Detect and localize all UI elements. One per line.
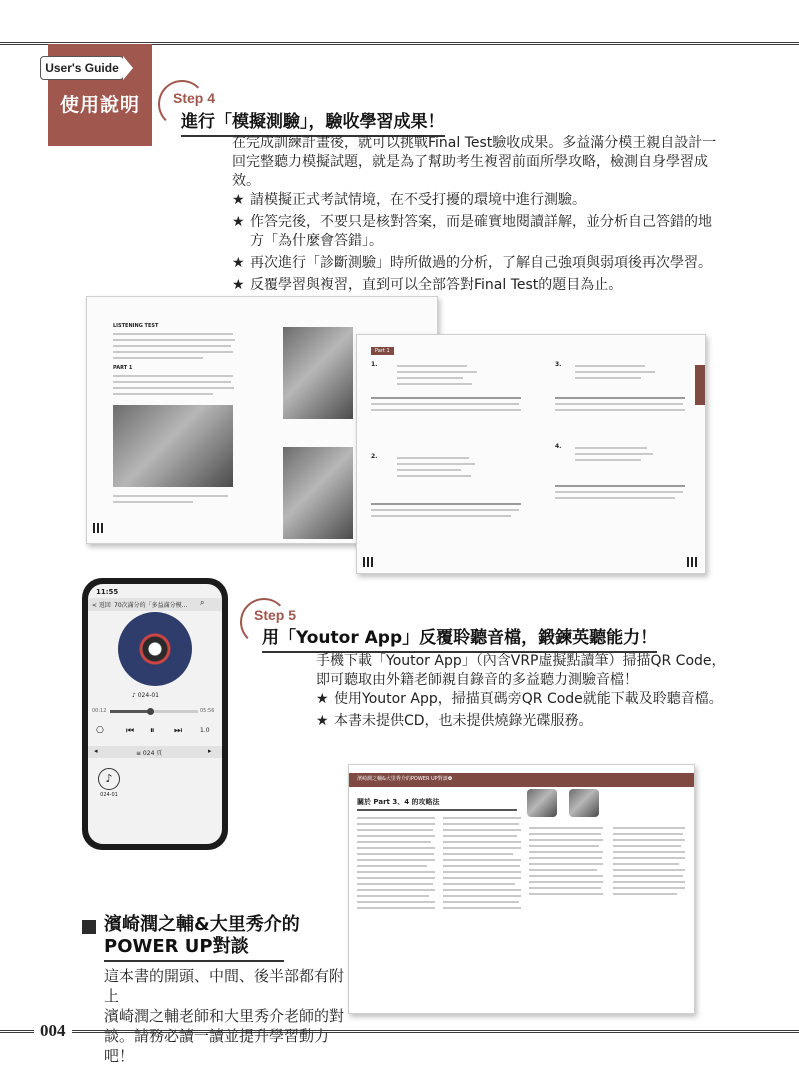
step4-bullet-list	[232, 191, 732, 295]
bottom-rule	[0, 1030, 799, 1033]
step4-label: Step 4	[173, 90, 216, 106]
step5-paragraph	[316, 652, 776, 690]
star-icon: ★	[232, 277, 245, 293]
item-number: 2.	[371, 453, 378, 460]
step5-bullet-list	[316, 690, 776, 731]
power-up-description	[104, 966, 354, 1066]
text-line: 回完整聽力模擬試題，就是為了幫助考生複習前面所學攻略，檢測自身學習成	[232, 154, 708, 170]
bullet-item	[232, 254, 732, 273]
power-up-dialog-spread	[348, 764, 695, 1014]
next-page-icon[interactable]: ▸	[208, 747, 212, 755]
spread-section-title: LISTENING TEST	[113, 323, 159, 329]
power-up-title-line: POWER UP對談	[104, 936, 249, 957]
step5-label: Step 5	[254, 607, 297, 623]
qr-code-icon	[687, 557, 697, 567]
status-time: 11:55	[96, 588, 119, 596]
previous-icon[interactable]: ⏮	[126, 726, 135, 736]
app-topbar	[88, 598, 222, 611]
repeat-icon[interactable]: ⎔	[96, 726, 104, 736]
prev-page-icon[interactable]: ◂	[94, 747, 98, 755]
progress-slider[interactable]	[110, 710, 198, 713]
section-label: 使用說明	[59, 94, 140, 116]
power-up-title	[104, 914, 300, 958]
bullet-text: 使用Youtor App，掃描頁碼旁QR Code就能下載及聆聽音檔。	[334, 691, 723, 707]
qr-code-icon	[93, 523, 103, 533]
text-line: 談。請務必讀一讀並提升學習動力吧！	[104, 1027, 330, 1065]
dialog-title: 關於 Part 3、4 的攻略法	[357, 798, 440, 806]
slider-thumb[interactable]	[147, 708, 154, 715]
power-up-title-underline	[104, 960, 284, 962]
pause-icon[interactable]: ⏸	[150, 726, 155, 736]
back-button[interactable]: < 返回	[92, 602, 111, 609]
users-guide-tab: User's Guide	[40, 56, 124, 80]
album-disc	[118, 612, 192, 686]
bullet-item	[232, 276, 732, 295]
app-title: 70次滿分的「多益滿分模...	[114, 602, 188, 609]
bullet-text: 本書未提供CD，也未提供燒錄光碟服務。	[334, 713, 593, 729]
star-icon: ★	[316, 691, 329, 707]
power-up-title-line: 濱崎潤之輔&大里秀介的	[104, 914, 300, 935]
page-indicator: ≡ 024 頁	[136, 750, 163, 757]
bullet-item	[232, 213, 732, 232]
text-line: 濱崎潤之輔老師和大里秀介老師的對	[104, 1007, 345, 1025]
bullet-item	[316, 712, 776, 731]
next-icon[interactable]: ⏭	[174, 726, 183, 736]
dialog-header-text: 濱崎潤之輔&大里秀介的POWER UP對談❹	[357, 776, 453, 782]
section-bullet-square	[82, 920, 96, 934]
guide-tab-arrow	[123, 56, 133, 80]
speed-button[interactable]: 1.0	[200, 727, 210, 734]
star-icon: ★	[232, 255, 245, 271]
answer-explanation-spread	[356, 334, 706, 574]
item-number: 4.	[555, 443, 562, 450]
bullet-text: 方「為什麼會答錯」。	[250, 233, 383, 249]
phone-mockup	[82, 578, 228, 850]
sample-photo	[113, 405, 233, 487]
text-line: 這本書的開頭、中間、後半部都有附上	[104, 967, 345, 1005]
star-icon: ★	[232, 214, 245, 230]
text-line: 效。	[232, 173, 260, 189]
step4-heading: 進行「模擬測驗」，驗收學習成果！	[181, 107, 445, 137]
page-bar	[88, 746, 222, 758]
item-number: 3.	[555, 361, 562, 368]
item-number: 1.	[371, 361, 378, 368]
player-controls	[92, 726, 218, 740]
page-number: 004	[34, 1021, 72, 1041]
sample-photo	[283, 447, 353, 539]
bullet-text: 作答完後，不要只是核對答案，而是確實地閱讀詳解，並分析自己答錯的地	[250, 214, 712, 230]
star-icon: ★	[316, 713, 329, 729]
star-icon: ★	[232, 192, 245, 208]
speaker-portrait	[527, 789, 557, 817]
bullet-item	[232, 191, 732, 210]
search-icon[interactable]: ⌕	[200, 598, 205, 607]
bullet-item	[232, 232, 732, 251]
qr-code-icon	[363, 557, 373, 567]
app-screen	[88, 584, 222, 844]
step4-paragraph	[232, 134, 732, 191]
speaker-portrait	[569, 789, 599, 817]
side-tab	[695, 365, 705, 405]
bullet-item	[316, 690, 776, 709]
total-time: 05:56	[200, 708, 215, 714]
bullet-text: 請模擬正式考試情境，在不受打擾的環境中進行測驗。	[250, 192, 586, 208]
part-tag: Part 1	[371, 347, 394, 355]
elapsed-time: 00:12	[92, 708, 107, 714]
text-line: 即可聽取由外籍老師親自錄音的多益聽力測驗音檔！	[316, 672, 638, 688]
text-line: 在完成訓練計畫後，就可以挑戰Final Test驗收成果。多益滿分模王親自設計一	[232, 135, 717, 151]
bullet-text: 反覆學習與複習，直到可以全部答對Final Test的題目為止。	[250, 277, 623, 293]
music-note-icon: ♪	[98, 768, 120, 790]
track-name: ♪ 024-01	[132, 692, 159, 699]
spread-part-title: PART 1	[113, 365, 133, 371]
audio-file-name: 024-01	[100, 792, 118, 798]
sample-photo	[283, 327, 353, 419]
bullet-text: 再次進行「診斷測驗」時所做過的分析，了解自己強項與弱項後再次學習。	[250, 255, 712, 271]
audio-file-item[interactable]	[96, 768, 122, 798]
step5-heading: 用「Youtor App」反覆聆聽音檔，鍛鍊英聽能力！	[262, 623, 657, 653]
text-line: 手機下載「Youtor App」（內含VRP虛擬點讀筆）掃描QR Code，	[316, 653, 726, 669]
